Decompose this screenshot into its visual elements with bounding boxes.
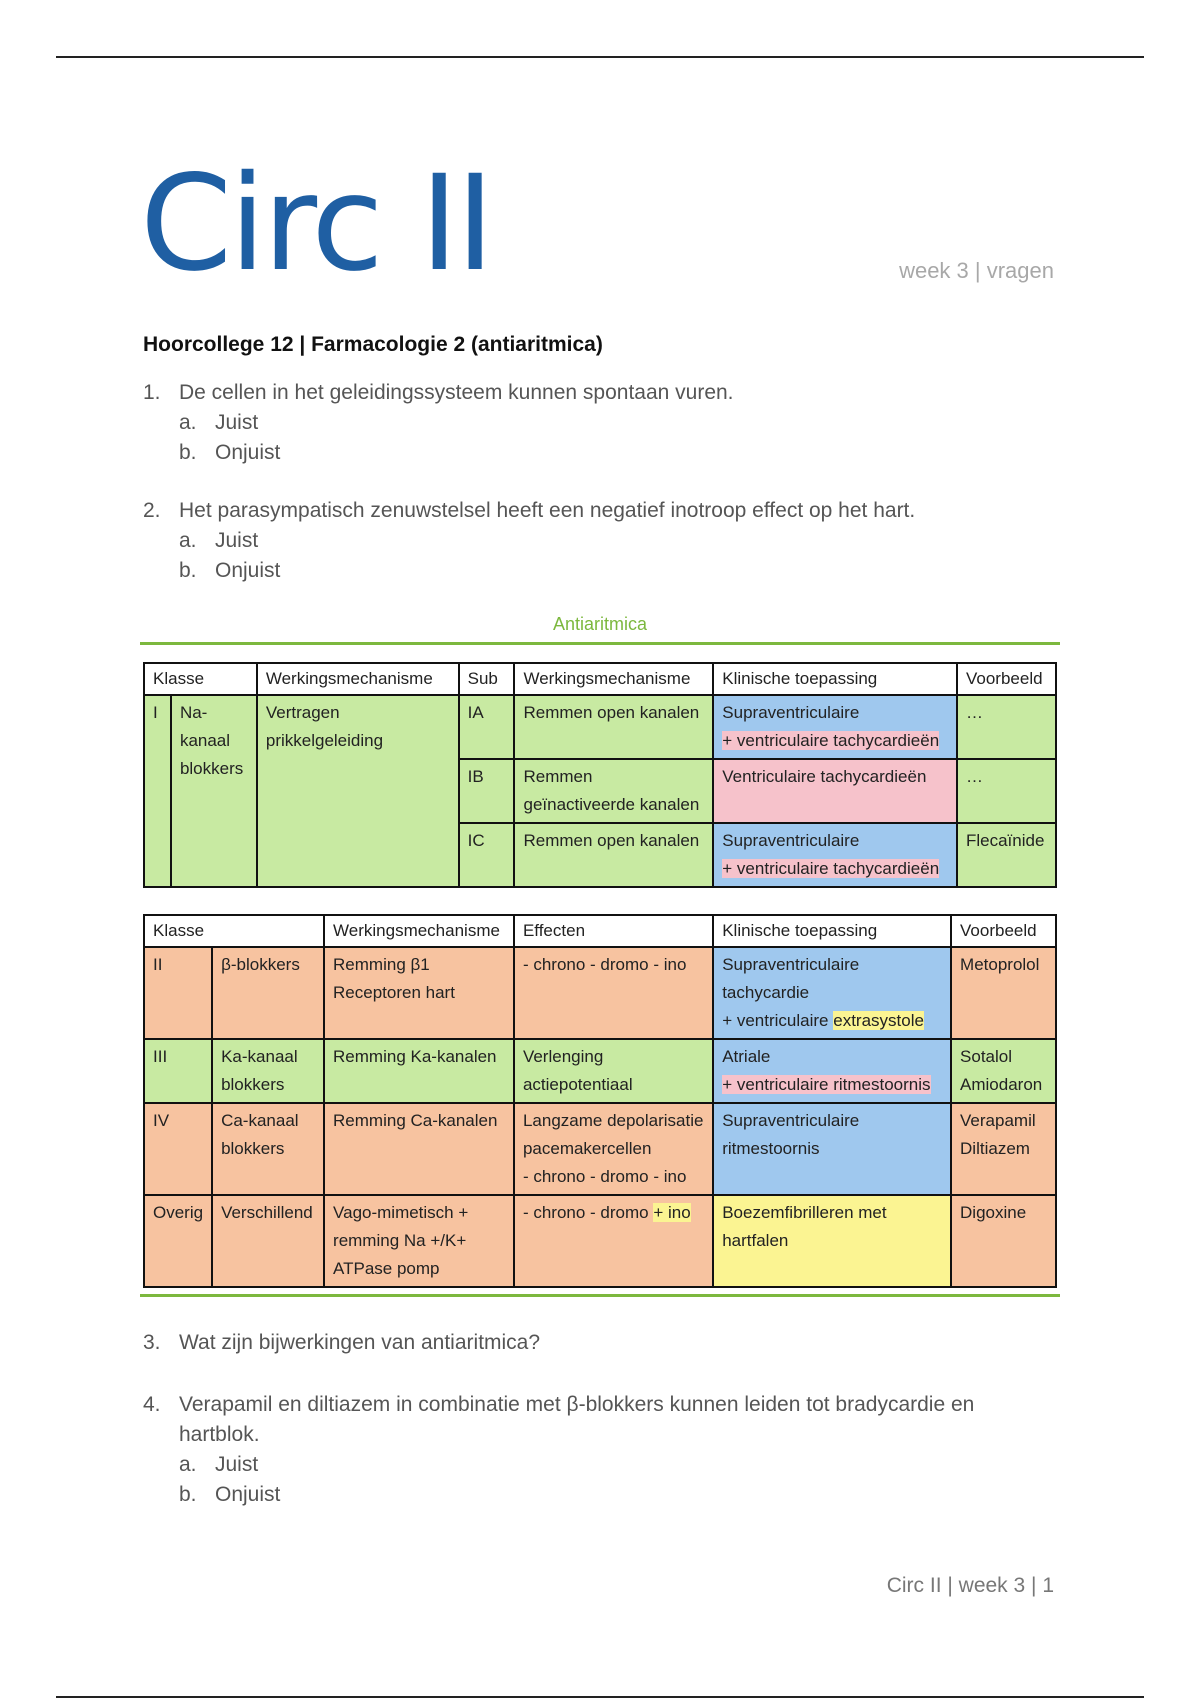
effect-cell: - chrono - dromo - ino xyxy=(514,947,713,1039)
antiaritmica-table-class-2-4 xyxy=(143,914,1057,1288)
answer-option: a. Juist xyxy=(179,529,259,552)
example-cell: … xyxy=(957,695,1056,759)
question-text: De cellen in het geleidingssysteem kunnen spontaan vuren. xyxy=(179,381,734,404)
question-2 xyxy=(143,496,1043,586)
example-cell: … xyxy=(957,759,1056,823)
column-header: Sub xyxy=(459,663,515,695)
bottom-rule xyxy=(56,1696,1144,1698)
question-text: Het parasympatisch zenuwstelsel heeft een negatief inotroop effect op het hart. xyxy=(179,499,916,522)
question-number: 3. xyxy=(143,1331,161,1354)
example-cell: Digoxine xyxy=(951,1195,1056,1287)
column-header: Werkingsmechanisme xyxy=(257,663,459,695)
antiaritmica-table-class-1 xyxy=(143,662,1057,888)
answer-option: a. Juist xyxy=(179,411,259,434)
top-rule xyxy=(56,56,1144,58)
column-header: Werkingsmechanisme xyxy=(324,915,514,947)
table-row xyxy=(144,1195,1056,1287)
application-cell: Supraventriculaire + ventriculaire tachycardieën xyxy=(713,695,957,759)
application-cell: Supraventriculaire tachycardie + ventriculaire extrasystole xyxy=(713,947,951,1039)
sub-mechanism-cell: Remmen open kanalen xyxy=(514,823,713,887)
answer-option: b. Onjuist xyxy=(179,441,281,464)
answer-option: b. Onjuist xyxy=(179,559,281,582)
example-cell: Flecaïnide xyxy=(957,823,1056,887)
table-section-title: Antiaritmica xyxy=(552,614,648,634)
section-heading: Hoorcollege 12 | Farmacologie 2 (antiaritmica) xyxy=(143,333,603,356)
column-header: Effecten xyxy=(514,915,713,947)
class-name-cell: Verschillend xyxy=(212,1195,324,1287)
question-text: Verapamil en diltiazem in combinatie met β-blokkers kunnen leiden tot bradycardie en hartblok. xyxy=(179,1393,975,1446)
effect-cell: Verlenging actiepotentiaal xyxy=(514,1039,713,1103)
mechanism-cell: Remming Ca-kanalen xyxy=(324,1103,514,1195)
application-cell: Supraventriculaire ritmestoornis xyxy=(713,1103,951,1195)
example-cell: Sotalol Amiodaron xyxy=(951,1039,1056,1103)
table-row xyxy=(144,947,1056,1039)
mechanism-cell: Remming β1 Receptoren hart xyxy=(324,947,514,1039)
column-header: Klinische toepassing xyxy=(713,663,957,695)
column-header: Werkingsmechanisme xyxy=(514,663,713,695)
column-header: Klinische toepassing xyxy=(713,915,951,947)
column-header: Klasse xyxy=(144,663,257,695)
application-cell: Supraventriculaire + ventriculaire tachycardieën xyxy=(713,823,957,887)
application-cell: Atriale + ventriculaire ritmestoornis xyxy=(713,1039,951,1103)
question-number: 1. xyxy=(143,381,161,404)
class-name-cell: Na-kanaal blokkers xyxy=(171,695,257,887)
column-header: Klasse xyxy=(144,915,324,947)
table-row xyxy=(144,1039,1056,1103)
sub-cell: IA xyxy=(459,695,515,759)
question-3 xyxy=(143,1328,1043,1358)
question-4 xyxy=(143,1390,1043,1510)
answer-option: a. Juist xyxy=(179,1453,259,1476)
example-cell: Metoprolol xyxy=(951,947,1056,1039)
question-text: Wat zijn bijwerkingen van antiaritmica? xyxy=(179,1331,541,1354)
sub-mechanism-cell: Remmen geïnactiveerde kanalen xyxy=(514,759,713,823)
class-cell: Overig xyxy=(144,1195,212,1287)
page-title: Circ II xyxy=(140,147,492,301)
table-row xyxy=(144,695,1056,759)
class-name-cell: Ca-kanaal blokkers xyxy=(212,1103,324,1195)
column-header: Voorbeeld xyxy=(951,915,1056,947)
class-cell: I xyxy=(144,695,171,887)
section-divider xyxy=(140,1294,1060,1297)
question-number: 2. xyxy=(143,499,161,522)
class-cell: II xyxy=(144,947,212,1039)
application-cell: Ventriculaire tachycardieën xyxy=(713,759,957,823)
page-subtitle: week 3 | vragen xyxy=(899,258,1054,283)
class-cell: III xyxy=(144,1039,212,1103)
effect-cell: Langzame depolarisatie pacemakercellen - chrono - dromo - ino xyxy=(514,1103,713,1195)
mechanism-cell: Vago-mimetisch + remming Na +/K+ ATPase pomp xyxy=(324,1195,514,1287)
page-footer: Circ II | week 3 | 1 xyxy=(886,1574,1054,1597)
question-number: 4. xyxy=(143,1393,161,1416)
effect-cell: - chrono - dromo + ino xyxy=(514,1195,713,1287)
sub-cell: IB xyxy=(459,759,515,823)
sub-mechanism-cell: Remmen open kanalen xyxy=(514,695,713,759)
section-divider xyxy=(140,642,1060,645)
question-1 xyxy=(143,378,1043,468)
mechanism-cell: Vertragen prikkelgeleiding xyxy=(257,695,459,887)
class-cell: IV xyxy=(144,1103,212,1195)
application-cell: Boezemfibrilleren met hartfalen xyxy=(713,1195,951,1287)
sub-cell: IC xyxy=(459,823,515,887)
class-name-cell: β-blokkers xyxy=(212,947,324,1039)
class-name-cell: Ka-kanaal blokkers xyxy=(212,1039,324,1103)
mechanism-cell: Remming Ka-kanalen xyxy=(324,1039,514,1103)
answer-option: b. Onjuist xyxy=(179,1483,281,1506)
table-header-row xyxy=(144,915,1056,947)
table-header-row xyxy=(144,663,1056,695)
table-row xyxy=(144,1103,1056,1195)
example-cell: Verapamil Diltiazem xyxy=(951,1103,1056,1195)
column-header: Voorbeeld xyxy=(957,663,1056,695)
